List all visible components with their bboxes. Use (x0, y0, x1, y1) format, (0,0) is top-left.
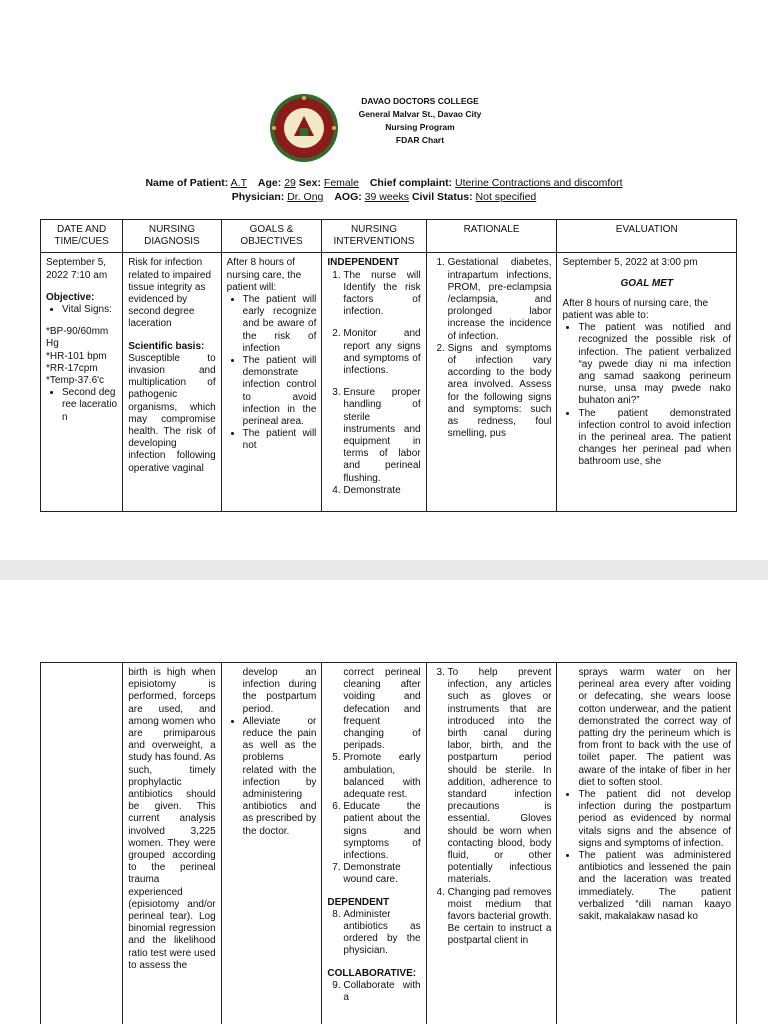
list-item: • Vital Signs: (62, 304, 117, 316)
goals-cell (221, 663, 322, 1024)
evaluation-cell (557, 253, 737, 512)
list-item: • The patient did not develop infection during the postpartum period as evidenced by normal vitals signs and the absence of signs and symptoms of infection. (578, 789, 731, 850)
evaluation-date: September 5, 2022 at 3:00 pm (562, 257, 698, 269)
list-item: 4. Demonstrate (343, 485, 420, 497)
objective-label: Objective: (46, 291, 95, 303)
civil-status-label: Civil Status: (411, 191, 473, 203)
civil-status: Not specified (475, 191, 537, 203)
vital-bp: *BP-90/60mm Hg (46, 326, 109, 350)
fdar-table-part-1 (40, 219, 737, 512)
list-item: 4. Changing pad removes moist medium that favors bacterial growth. Be certain to instruct a postpartal client in (448, 887, 552, 948)
column-header: NURSING INTERVENTIONS (322, 220, 426, 253)
rationale-list (432, 257, 552, 440)
list-item: • The patient will not (243, 428, 317, 452)
dependent-label: DEPENDENT (327, 896, 390, 908)
cues-cell (41, 663, 123, 1024)
sex-label: Sex: (298, 177, 321, 189)
aog-value: 39 weeks (364, 191, 410, 203)
college-name: DAVAO DOCTORS COLLEGE (361, 96, 479, 106)
evaluation-continued: sprays warm water on her perineal area every after voiding or defecating, she wears loose cotton underwear, and the patient demonstrated the correct way of patting dry the perineum which is from front to back with the use of toilet paper. The patient was aware of the intake of fiber in her diet to soften stool. (578, 667, 731, 788)
patient-name: A.T (230, 177, 247, 189)
goals-intro: After 8 hours of nursing care, the patient will: (226, 257, 302, 293)
interventions-cell (322, 663, 426, 1024)
objective-list-2 (46, 387, 117, 424)
cues-cell (41, 253, 123, 512)
scientific-basis-label: Scientific basis: (128, 340, 205, 352)
interventions-list (327, 752, 420, 886)
physician-label: Physician: (231, 191, 285, 203)
list-item: • The patient will demonstrate infection control to avoid infection in the perineal area. (243, 355, 317, 428)
list-item: 3. To help prevent infection, any articles such as gloves or instruments that are introduced into the birth canal during labor, birth, and the postpartum period should be sterile. In addition, adherence to standard infection precautions is essential. Gloves should be worn when contacting blood, body fluid, or other potentially infectious materials. (448, 667, 552, 887)
table-row (41, 253, 737, 512)
age-label: Age: (257, 177, 282, 189)
vital-hr: *HR-101 bpm (46, 350, 107, 362)
table-header-row (41, 220, 737, 253)
list-item: 1. The nurse will Identify the risk factors of infection. (343, 270, 420, 319)
patient-info-line-2 (0, 190, 768, 204)
list-item: • The patient will early recognize and be aware of the risk of infection (243, 294, 317, 355)
column-header: DATE AND TIME/CUES (41, 220, 123, 253)
evaluation-intro: After 8 hours of nursing care, the patient was able to: (562, 297, 709, 322)
complaint-label: Chief complaint: (369, 177, 453, 189)
collaborative-list (327, 980, 420, 1004)
diagnosis-cell (123, 253, 221, 512)
list-item: 7. Demonstrate wound care. (343, 862, 420, 886)
list-item: 2. Monitor and report any signs and symptoms of infections. (343, 328, 420, 377)
list-item: • The patient demonstrated infection control to avoid infection in the perineal area. The patient changes her perineal pad when bathroom use, she (578, 408, 731, 469)
list-item: 8. Administer antibiotics as ordered by the physician. (343, 909, 420, 958)
interventions-cell (322, 253, 426, 512)
dependent-list (327, 909, 420, 958)
list-item: 6. Educate the patient about the signs and symptoms of infections. (343, 801, 420, 862)
list-item: • The patient was administered antibiotics and lessened the pain and the laceration was treated immediately. The patient verbalized “dili naman kaayo sakit, makalakaw nasad ko (578, 850, 731, 923)
list-item: 9. Collaborate with a (343, 980, 420, 1004)
physician-name: Dr. Ong (287, 191, 324, 203)
patient-info (0, 176, 768, 204)
list-item: 2. Signs and symptoms of infection vary according to the body area involved. Assess for the following signs and symptoms: such as redness, foul smelling, pus (448, 343, 552, 441)
goals-list (227, 294, 317, 453)
independent-label: INDEPENDENT (327, 257, 400, 269)
goals-list (227, 716, 317, 838)
college-address: General Malvar St., Davao City (358, 109, 482, 119)
list-item: 3. Ensure proper handling of sterile instruments and equipment in terms of labor and perineal flushing. (343, 387, 420, 485)
vital-temp: *Temp-37.6'c (46, 375, 105, 387)
list-item: 5. Promote early ambulation, balanced with adequate rest. (343, 752, 420, 801)
list-item: 1. Gestational diabetes, intrapartum infections, PROM, pre-eclampsia /eclampsia, and prolonged labor increase the incidence of infection. (448, 257, 552, 342)
rationale-list (432, 667, 552, 948)
evaluation-list (562, 789, 731, 923)
objective-list (46, 304, 117, 316)
patient-age: 29 (284, 177, 296, 189)
patient-info-line-1 (0, 176, 768, 190)
goals-cell (221, 253, 322, 512)
document-page-2 (0, 580, 768, 1024)
nursing-diagnosis: Risk for infection related to impaired tissue integrity as evidenced by second degree laceration (128, 257, 212, 330)
aog-label: AOG: (334, 191, 362, 203)
scientific-basis: birth is high when episiotomy is performed, forceps are used, and among women who are primiparous and overweight, a study has found. As such, timely prophylactic antibiotics should be given. This current analysis involved 3,225 women. They were grouped according to the perineal trauma experienced (episiotomy and/or perineal tear). Log binomial regression and the likelihood ratio test were used to assess the (128, 667, 216, 971)
list-item: • Second degree laceration (62, 387, 117, 424)
column-header: NURSING DIAGNOSIS (123, 220, 221, 253)
interventions-list (327, 270, 420, 497)
collaborative-label: COLLABORATIVE: (327, 967, 417, 979)
column-header: EVALUATION (557, 220, 737, 253)
college-info (352, 95, 488, 147)
college-seal-logo (268, 92, 340, 164)
interventions-continued: correct perineal cleaning after voiding and defecation and frequent changing of peripads. (343, 667, 421, 752)
rationale-cell (426, 663, 557, 1024)
scientific-basis: Susceptible to invasion and multiplication of pathogenic organisms, which may compromise health. The risk of developing infection following operative vaginal (128, 352, 216, 474)
goals-continued: develop an infection during the postpartum period. (242, 667, 317, 715)
diagnosis-cell (123, 663, 221, 1024)
vital-rr: *RR-17cpm (46, 362, 98, 374)
column-header: RATIONALE (426, 220, 557, 253)
evaluation-list (562, 322, 731, 468)
list-item: • Alleviate or reduce the pain as well as the problems related with the infection by administering antibiotics and as prescribed by the doctor. (243, 716, 317, 838)
chart-name: FDAR Chart (395, 135, 445, 145)
list-item: • The patient was notified and recognized the possible risk of infection. The patient verbalized “ay pwede diay ni ma infection ang samad saakong perineum nurse, unsa may pwede nako buhaton ani?” (578, 322, 731, 407)
goal-status: GOAL MET (620, 277, 674, 289)
name-label: Name of Patient: (145, 177, 229, 189)
chief-complaint: Uterine Contractions and discomfort (455, 177, 623, 189)
table-row (41, 663, 737, 1024)
cues-date: September 5, 2022 7:10 am (46, 257, 108, 281)
patient-sex: Female (323, 177, 359, 189)
fdar-table-part-2 (40, 662, 737, 1024)
rationale-cell (426, 253, 557, 512)
college-header (268, 92, 588, 164)
program-name: Nursing Program (385, 122, 455, 132)
column-header: GOALS & OBJECTIVES (221, 220, 322, 253)
evaluation-cell (557, 663, 737, 1024)
